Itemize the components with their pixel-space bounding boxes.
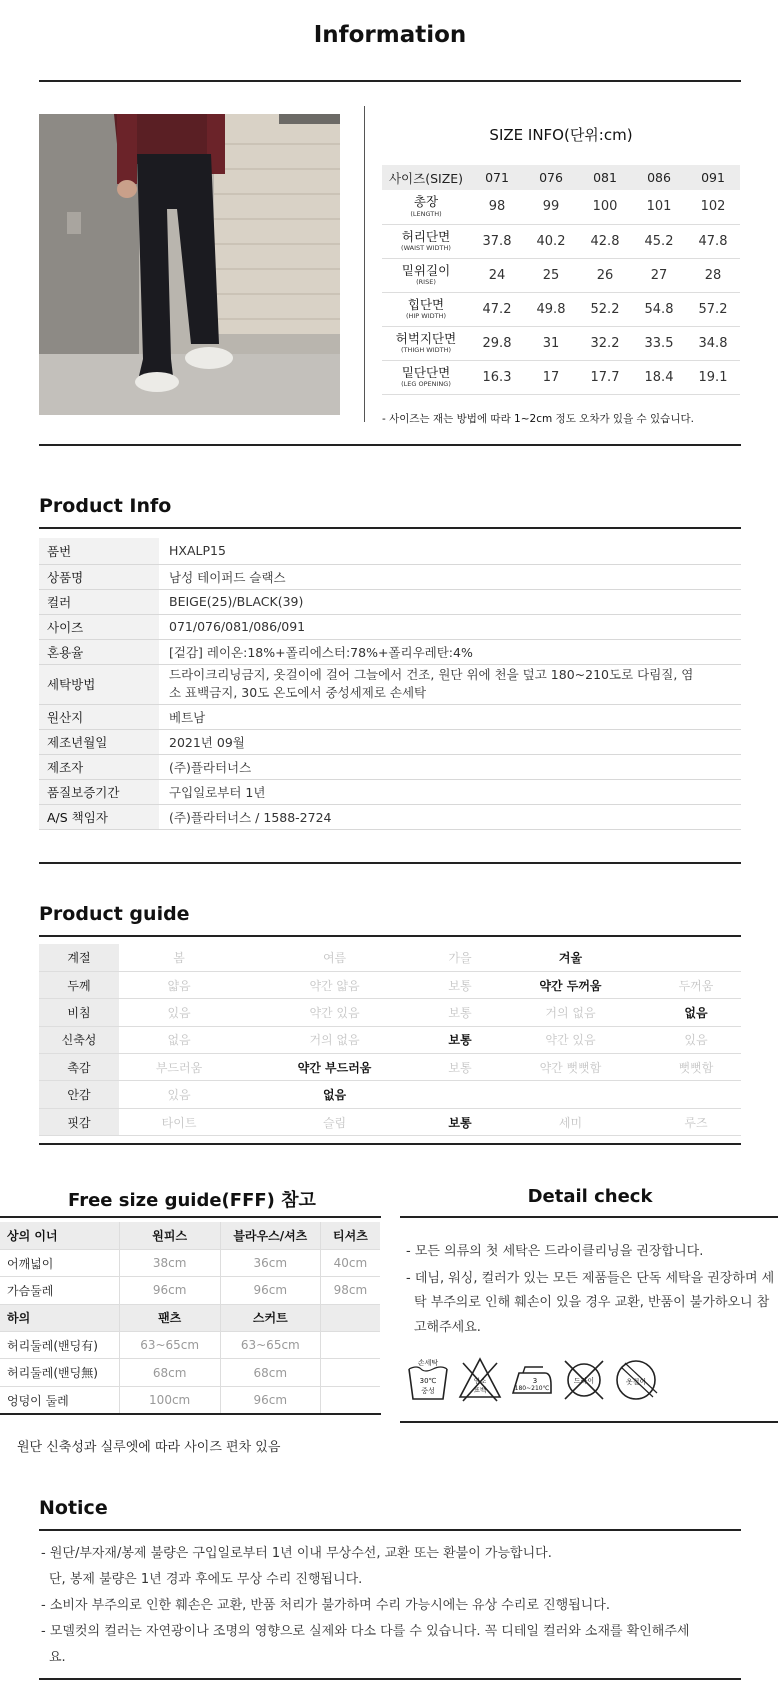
- size-value-cell: 100: [578, 190, 632, 224]
- product-info-value: 071/076/081/086/091: [159, 614, 741, 639]
- product-guide-option: 약간 얇음: [239, 971, 430, 998]
- size-value-cell: 102: [686, 190, 740, 224]
- divider: [39, 935, 741, 937]
- size-row-label: [382, 360, 470, 394]
- size-value-cell: 33.5: [632, 326, 686, 360]
- hang-dry-label: 옷걸이: [625, 1378, 647, 1386]
- free-size-cell: 36cm: [220, 1249, 320, 1276]
- product-info-row: [39, 614, 741, 639]
- notice-line: - 소비자 부주의로 인한 훼손은 교환, 반품 처리가 불가하며 수리 가능시에는 유상 수리로 진행됩니다.: [41, 1598, 610, 1613]
- product-guide-option: 두꺼움: [651, 971, 741, 998]
- product-info-value: (주)플라터너스: [159, 754, 741, 779]
- size-value-cell: 52.2: [578, 292, 632, 326]
- size-row-label-en: (LENGTH): [410, 209, 442, 218]
- product-guide-row: [39, 944, 741, 971]
- product-info-value: [겉감] 레이온:18%+폴리에스터:78%+폴리우레탄:4%: [159, 639, 741, 664]
- size-row-label: [382, 224, 470, 258]
- size-row-label-en: (WAIST WIDTH): [401, 244, 451, 252]
- product-info-value: (주)플라터너스 / 1588-2724: [159, 804, 741, 829]
- size-table-header: [382, 165, 740, 190]
- size-header-cell: 071: [470, 165, 524, 190]
- product-guide-option: 약간 있음: [239, 999, 430, 1026]
- product-info-label: 품번: [39, 538, 159, 564]
- free-size-cell: 40cm: [320, 1249, 380, 1276]
- care-icons: [405, 1355, 665, 1413]
- size-row-label-en: (HIP WIDTH): [405, 312, 447, 320]
- size-value-cell: 34.8: [686, 326, 740, 360]
- free-size-title: Free size guide(FFF) 참고: [68, 1190, 316, 1211]
- size-row-label-ko: 밑단단면: [401, 364, 451, 380]
- model-photo: [39, 114, 340, 415]
- product-guide-option: 없음: [119, 1026, 239, 1053]
- size-table-row: [382, 360, 740, 394]
- free-size-cell: 96cm: [220, 1386, 320, 1413]
- free-size-cell: 상의 이너: [0, 1222, 119, 1249]
- size-row-label-en: (RISE): [416, 278, 436, 286]
- free-size-cell: 팬츠: [119, 1304, 220, 1331]
- size-value-cell: 32.2: [578, 326, 632, 360]
- free-size-cell: 63~65cm: [220, 1332, 320, 1359]
- free-size-header-row: [0, 1304, 380, 1331]
- no-dryclean-icon: [561, 1355, 607, 1405]
- size-row-label: [382, 258, 470, 292]
- size-note: - 사이즈는 재는 방법에 따라 1~2cm 정도 오차가 있을 수 있습니다.: [382, 413, 694, 425]
- divider: [39, 862, 741, 864]
- free-size-cell: 티셔츠: [320, 1222, 380, 1249]
- product-info-value: HXALP15: [159, 538, 741, 564]
- notice-line: - 원단/부자재/봉제 불량은 구입일로부터 1년 이내 무상수선, 교환 또는 환불이 가능합니다. 단, 봉제 불량은 1년 경과 후에도 무상 수리 진행됩니다.: [41, 1546, 552, 1587]
- product-info-row: [39, 639, 741, 664]
- product-info-label: 컬러: [39, 589, 159, 614]
- product-info-value: 구입일로부터 1년: [159, 779, 741, 804]
- product-info-row: [39, 754, 741, 779]
- size-row-label-ko: 총장: [413, 194, 439, 210]
- product-guide-label: 비침: [39, 999, 119, 1026]
- no-bleach-icon: [457, 1355, 503, 1405]
- size-row-label-en: (LEG OPENING): [401, 380, 451, 388]
- product-guide-option: 타이트: [119, 1108, 239, 1135]
- free-size-cell: 어깨넓이: [0, 1249, 119, 1276]
- product-info-title: Product Info: [39, 495, 172, 517]
- size-table-row: [382, 292, 740, 326]
- iron-label: 180~210℃: [514, 1385, 550, 1392]
- product-info-row: [39, 564, 741, 589]
- size-row-label-ko: 밑위길이: [401, 262, 451, 278]
- product-guide-table: [39, 944, 741, 1136]
- divider: [39, 1678, 741, 1680]
- size-value-cell: 18.4: [632, 360, 686, 394]
- product-info-label: A/S 책임자: [39, 804, 159, 829]
- size-row-label-ko: 힙단면: [407, 296, 445, 312]
- hang-dry-icon: [613, 1355, 659, 1405]
- product-guide-option: 보통: [430, 1054, 490, 1081]
- vertical-divider: [364, 106, 365, 422]
- size-header-cell: 091: [686, 165, 740, 190]
- product-guide-title: Product guide: [39, 903, 190, 925]
- size-info-caption: SIZE INFO(단위:cm): [489, 126, 633, 144]
- size-value-cell: 54.8: [632, 292, 686, 326]
- size-value-cell: 49.8: [524, 292, 578, 326]
- free-size-note: 원단 신축성과 실루엣에 따라 사이즈 편차 있음: [17, 1440, 281, 1455]
- size-table: [382, 165, 740, 395]
- free-size-cell: [320, 1304, 380, 1331]
- divider: [39, 80, 741, 82]
- size-row-label: [382, 292, 470, 326]
- size-header-cell: 사이즈(SIZE): [382, 165, 470, 190]
- free-size-table: [0, 1222, 380, 1414]
- product-guide-option: 보통: [430, 999, 490, 1026]
- product-info-value: 드라이크리닝금지, 옷걸이에 걸어 그늘에서 건조, 원단 위에 천을 덮고 180~210도로 다림질, 염소 표백금지, 30도 온도에서 중성세제로 손세탁: [159, 664, 741, 704]
- size-table-row: [382, 326, 740, 360]
- hand-wash-icon: [405, 1355, 451, 1405]
- product-guide-option: 있음: [119, 999, 239, 1026]
- product-guide-option: 약간 뻣뻣함: [490, 1054, 651, 1081]
- size-value-cell: 16.3: [470, 360, 524, 394]
- free-size-row: [0, 1386, 380, 1413]
- product-info-row: [39, 664, 741, 704]
- size-row-label-ko: 허벅지단면: [395, 330, 457, 346]
- size-value-cell: 42.8: [578, 224, 632, 258]
- size-table-row: [382, 258, 740, 292]
- divider: [39, 527, 741, 529]
- product-info-label: 제조자: [39, 754, 159, 779]
- product-guide-option: 없음: [239, 1081, 430, 1108]
- product-guide-label: 촉감: [39, 1054, 119, 1081]
- product-guide-label: 두께: [39, 971, 119, 998]
- hand-wash-label: 손세탁: [417, 1359, 439, 1367]
- size-value-cell: 98: [470, 190, 524, 224]
- detail-check-title: Detail check: [527, 1186, 653, 1207]
- free-size-cell: [320, 1359, 380, 1386]
- size-row-label: [382, 326, 470, 360]
- product-guide-option: 겨울: [490, 944, 651, 971]
- free-size-cell: 100cm: [119, 1386, 220, 1413]
- product-guide-row: [39, 1026, 741, 1053]
- free-size-cell: 허리둘레(밴딩有): [0, 1332, 119, 1359]
- product-guide-option: 세미: [490, 1108, 651, 1135]
- size-value-cell: 47.2: [470, 292, 524, 326]
- product-guide-option: 봄: [119, 944, 239, 971]
- free-size-cell: 원피스: [119, 1222, 220, 1249]
- product-guide-label: 안감: [39, 1081, 119, 1108]
- size-value-cell: 31: [524, 326, 578, 360]
- free-size-row: [0, 1332, 380, 1359]
- product-guide-option: 뻣뻣함: [651, 1054, 741, 1081]
- size-value-cell: 27: [632, 258, 686, 292]
- product-info-label: 품질보증기간: [39, 779, 159, 804]
- information-title: Information: [313, 22, 467, 48]
- product-info-row: [39, 538, 741, 564]
- product-info-value: 베트남: [159, 704, 741, 729]
- divider: [400, 1216, 778, 1218]
- size-value-cell: 28: [686, 258, 740, 292]
- product-guide-option: 얇음: [119, 971, 239, 998]
- product-guide-option: 여름: [239, 944, 430, 971]
- divider: [39, 444, 741, 446]
- size-table-row: [382, 224, 740, 258]
- product-info-row: [39, 729, 741, 754]
- product-guide-option: [430, 1081, 490, 1108]
- detail-check-text: [402, 1240, 778, 1340]
- size-value-cell: 101: [632, 190, 686, 224]
- svg-text:중성: 중성: [421, 1387, 435, 1395]
- product-info-row: [39, 779, 741, 804]
- size-value-cell: 17.7: [578, 360, 632, 394]
- detail-check-line: - 데님, 워싱, 컬러가 있는 모든 제품들은 단독 세탁을 권장하며 세탁 부주의로 인해 훼손이 있을 경우 교환, 반품이 불가하오니 참고해주세요.: [406, 1270, 775, 1335]
- svg-text:3: 3: [532, 1377, 538, 1385]
- size-value-cell: 57.2: [686, 292, 740, 326]
- product-guide-option: 있음: [651, 1026, 741, 1053]
- free-size-cell: 68cm: [119, 1359, 220, 1386]
- product-guide-option: 루즈: [651, 1108, 741, 1135]
- free-size-cell: [320, 1386, 380, 1413]
- svg-text:염소: 염소: [473, 1377, 487, 1385]
- size-value-cell: 40.2: [524, 224, 578, 258]
- divider: [400, 1421, 778, 1423]
- product-info-label: 원산지: [39, 704, 159, 729]
- product-guide-option: [651, 1081, 741, 1108]
- size-row-label-ko: 허리단면: [401, 228, 451, 244]
- product-guide-option: [651, 944, 741, 971]
- size-value-cell: 37.8: [470, 224, 524, 258]
- size-row-label: [382, 190, 470, 224]
- notice-title: Notice: [39, 1497, 108, 1519]
- notice-list: [39, 1541, 741, 1671]
- product-guide-option: 약간 두꺼움: [490, 971, 651, 998]
- size-value-cell: 99: [524, 190, 578, 224]
- product-info-label: 사이즈: [39, 614, 159, 639]
- product-info-table: [39, 538, 741, 830]
- size-header-cell: 076: [524, 165, 578, 190]
- free-size-row: [0, 1359, 380, 1386]
- detail-check-line: - 모든 의류의 첫 세탁은 드라이클리닝을 권장합니다.: [406, 1244, 704, 1259]
- size-value-cell: 26: [578, 258, 632, 292]
- product-info-label: 상품명: [39, 564, 159, 589]
- free-size-cell: [320, 1332, 380, 1359]
- product-info-label: 세탁방법: [39, 664, 159, 704]
- free-size-cell: 63~65cm: [119, 1332, 220, 1359]
- product-info-row: [39, 804, 741, 829]
- product-guide-row: [39, 1081, 741, 1108]
- product-guide-row: [39, 999, 741, 1026]
- divider: [39, 1143, 741, 1145]
- product-guide-option: 슬림: [239, 1108, 430, 1135]
- product-guide-option: 가을: [430, 944, 490, 971]
- free-size-cell: 허리둘레(밴딩無): [0, 1359, 119, 1386]
- product-guide-option: 거의 없음: [490, 999, 651, 1026]
- free-size-cell: 하의: [0, 1304, 119, 1331]
- size-value-cell: 29.8: [470, 326, 524, 360]
- product-guide-option: 부드러움: [119, 1054, 239, 1081]
- product-info-row: [39, 704, 741, 729]
- size-value-cell: 24: [470, 258, 524, 292]
- iron-icon: [509, 1355, 555, 1405]
- size-table-row: [382, 190, 740, 224]
- free-size-cell: 96cm: [220, 1277, 320, 1304]
- product-guide-option: [490, 1081, 651, 1108]
- size-header-cell: 086: [632, 165, 686, 190]
- free-size-row: [0, 1277, 380, 1304]
- free-size-cell: 98cm: [320, 1277, 380, 1304]
- product-guide-option: 거의 없음: [239, 1026, 430, 1053]
- divider: [0, 1413, 381, 1415]
- svg-text:표백: 표백: [473, 1386, 487, 1394]
- free-size-cell: 스커트: [220, 1304, 320, 1331]
- product-info-row: [39, 589, 741, 614]
- product-guide-option: 없음: [651, 999, 741, 1026]
- free-size-cell: 68cm: [220, 1359, 320, 1386]
- product-guide-row: [39, 971, 741, 998]
- product-guide-label: 계절: [39, 944, 119, 971]
- product-guide-label: 신축성: [39, 1026, 119, 1053]
- notice-line: - 모델컷의 컬러는 자연광이나 조명의 영향으로 실제와 다소 다를 수 있습니다. 꼭 디테일 컬러와 소재를 확인해주세요.: [41, 1624, 690, 1665]
- product-guide-option: 약간 있음: [490, 1026, 651, 1053]
- product-info-value: 남성 테이퍼드 슬랙스: [159, 564, 741, 589]
- product-info-label: 혼용율: [39, 639, 159, 664]
- size-header-cell: 081: [578, 165, 632, 190]
- svg-text:30℃: 30℃: [419, 1377, 437, 1385]
- product-guide-option: 보통: [430, 1026, 490, 1053]
- size-value-cell: 17: [524, 360, 578, 394]
- free-size-header-row: [0, 1222, 380, 1249]
- size-value-cell: 25: [524, 258, 578, 292]
- product-info-label: 제조년월일: [39, 729, 159, 754]
- product-info-value: BEIGE(25)/BLACK(39): [159, 589, 741, 614]
- product-guide-row: [39, 1054, 741, 1081]
- product-guide-option: 약간 부드러움: [239, 1054, 430, 1081]
- product-guide-label: 핏감: [39, 1108, 119, 1135]
- divider: [39, 1529, 741, 1531]
- product-info-value: 2021년 09월: [159, 729, 741, 754]
- size-value-cell: 19.1: [686, 360, 740, 394]
- product-guide-option: 보통: [430, 971, 490, 998]
- size-row-label-en: (THIGH WIDTH): [400, 346, 452, 354]
- size-value-cell: 47.8: [686, 224, 740, 258]
- free-size-cell: 38cm: [119, 1249, 220, 1276]
- free-size-cell: 96cm: [119, 1277, 220, 1304]
- free-size-cell: 블라우스/셔츠: [220, 1222, 320, 1249]
- size-value-cell: 45.2: [632, 224, 686, 258]
- free-size-row: [0, 1249, 380, 1276]
- product-guide-row: [39, 1108, 741, 1135]
- product-guide-option: 보통: [430, 1108, 490, 1135]
- free-size-cell: 엉덩이 둘레: [0, 1386, 119, 1413]
- dryclean-label: 드라이: [573, 1377, 595, 1385]
- free-size-cell: 가슴둘레: [0, 1277, 119, 1304]
- product-guide-option: 있음: [119, 1081, 239, 1108]
- divider: [0, 1216, 381, 1218]
